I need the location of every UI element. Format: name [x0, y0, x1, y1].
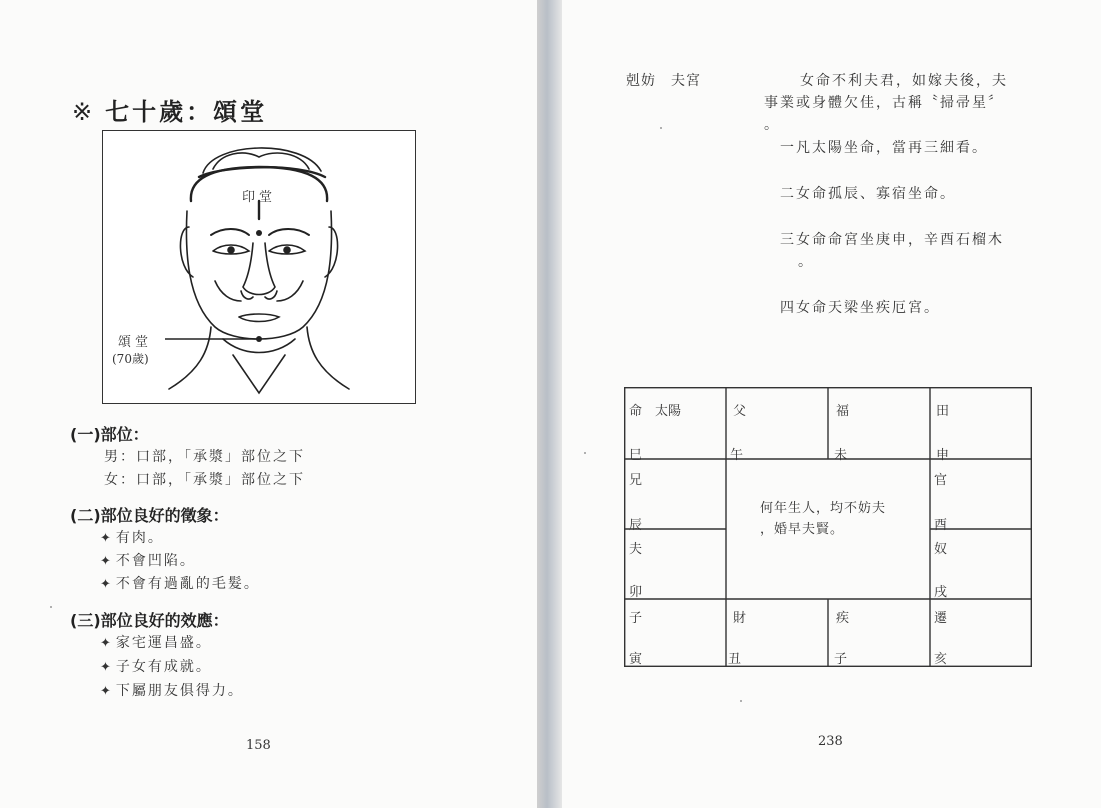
branch-wu: 午: [730, 448, 744, 463]
palace-wealth: 財: [733, 611, 747, 626]
palace-fu-parent: 父: [733, 404, 747, 419]
intro-line-2: 事業或身體欠佳，古稱〝掃帚星〞: [764, 95, 1004, 111]
yintang-dot: [256, 230, 262, 236]
branch-mao: 卯: [629, 585, 643, 600]
book-gutter: [537, 0, 562, 808]
title-text: 七十歲：頌堂: [105, 97, 268, 126]
face-illustration: [102, 130, 416, 404]
scan-speck: [740, 700, 742, 702]
header-tag: 剋妨 夫宮: [626, 73, 701, 89]
condition-item-1: 一凡太陽坐命，當再三細看。: [780, 140, 988, 156]
condition-item-4: 四女命天梁坐疾厄宮。: [780, 300, 940, 316]
list-item: ✦ 子女有成就。: [100, 659, 212, 675]
scan-speck: [584, 452, 586, 454]
location-male: 男：口部，「承漿」部位之下: [104, 449, 305, 465]
label-yintang: 印堂: [242, 190, 277, 205]
palace-travel: 遷: [934, 611, 948, 626]
branch-yin: 寅: [629, 652, 643, 667]
list-item: ✦ 不會有過亂的毛髮。: [100, 576, 260, 592]
branch-chen: 辰: [629, 518, 643, 533]
condition-item-2: 二女命孤辰、寡宿坐命。: [780, 186, 956, 202]
branch-hai: 亥: [934, 652, 948, 667]
branch-shen: 申: [936, 448, 950, 463]
palace-health: 疾: [836, 611, 850, 626]
page-number-left: 158: [246, 738, 271, 753]
section-heading-good-signs: (二)部位良好的徵象：: [70, 506, 229, 525]
palace-career: 官: [934, 473, 948, 488]
scan-speck: [660, 127, 662, 129]
page-number-right: 238: [818, 734, 843, 749]
list-item: ✦ 下屬朋友俱得力。: [100, 683, 244, 699]
palace-spouse: 夫: [629, 542, 643, 557]
condition-item-3-cont: 。: [798, 254, 814, 270]
list-item: ✦ 不會凹陷。: [100, 553, 196, 569]
star-bullet-icon: ✦: [100, 531, 113, 546]
palace-fortune: 福: [836, 404, 850, 419]
label-age: (70歲): [112, 352, 149, 366]
chart-center-note: 何年生人，均不妨夫 ，婚早夫賢。: [760, 501, 887, 537]
palace-property: 田: [936, 404, 950, 419]
list-item: ✦ 有肉。: [100, 530, 164, 546]
list-item: ✦ 家宅運昌盛。: [100, 635, 212, 651]
branch-si: 巳: [629, 448, 643, 463]
branch-you: 酉: [934, 518, 948, 533]
location-female: 女：口部，「承漿」部位之下: [104, 472, 305, 488]
palace-children: 子: [629, 611, 643, 626]
branch-zi: 子: [834, 652, 848, 667]
section-heading-location: (一)部位：: [70, 425, 149, 444]
palace-siblings: 兄: [629, 473, 643, 488]
branch-chou: 丑: [728, 652, 742, 667]
star-bullet-icon: ✦: [100, 660, 113, 675]
scan-speck: [50, 606, 52, 608]
songtang-dot: [256, 336, 262, 342]
star-bullet-icon: ✦: [100, 554, 113, 569]
reference-mark-icon: ※: [72, 98, 96, 126]
star-bullet-icon: ✦: [100, 577, 113, 592]
section-heading-good-effects: (三)部位良好的效應：: [70, 611, 229, 630]
condition-item-3: 三女命命宮坐庚申，辛酉石榴木: [780, 232, 1004, 248]
star-bullet-icon: ✦: [100, 684, 113, 699]
branch-wei: 未: [834, 448, 848, 463]
branch-xu: 戌: [934, 585, 948, 600]
face-drawing: [103, 131, 415, 403]
intro-line-1: 女命不利夫君，如嫁夫後，夫: [800, 73, 1008, 89]
intro-line-3: 。: [764, 117, 780, 133]
page-title: [72, 92, 267, 127]
palace-ming: 命 太陽: [629, 404, 682, 419]
star-bullet-icon: ✦: [100, 636, 113, 651]
label-songtang: 頌堂: [118, 335, 153, 350]
palace-servants: 奴: [934, 542, 948, 557]
